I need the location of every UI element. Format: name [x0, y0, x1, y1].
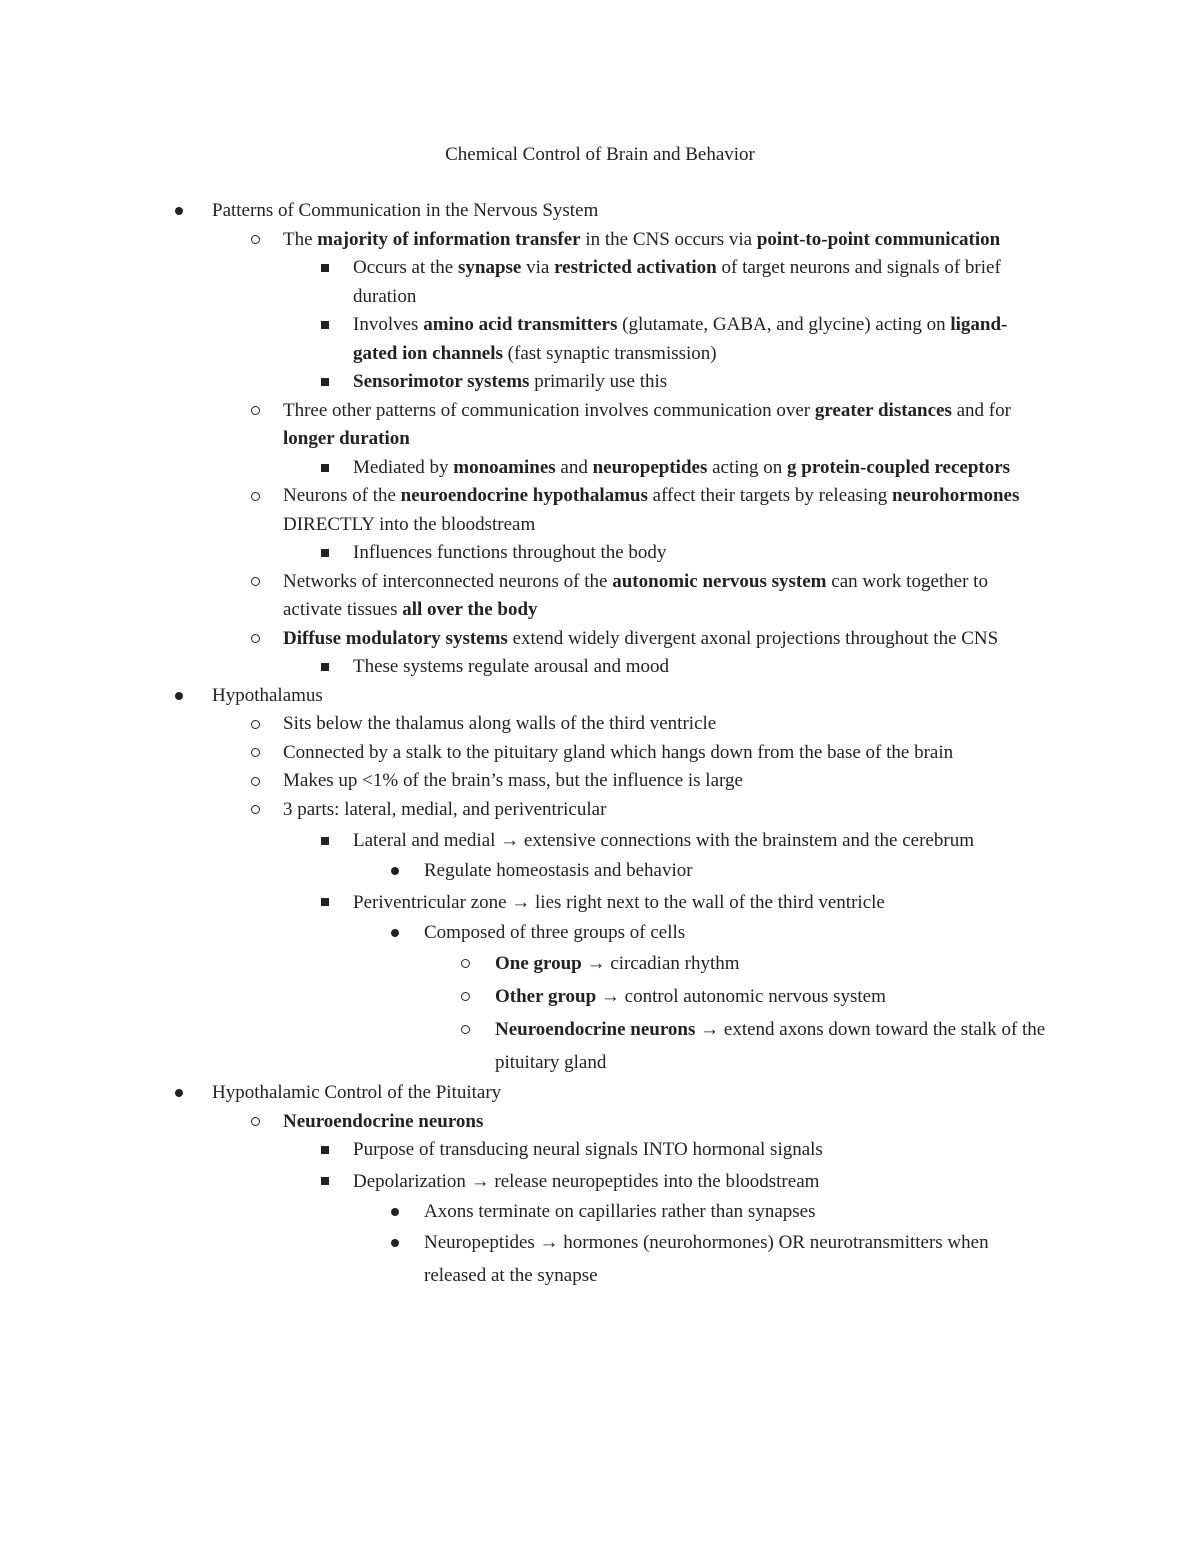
square-bullet-icon: [318, 1165, 332, 1198]
outline-item-text: [353, 254, 1050, 311]
outline-item: [0, 539, 1200, 568]
text-run: Lateral and medial → extensive connections with the brainstem and the cerebrum: [353, 830, 974, 851]
bold-text-run: monoamines: [453, 456, 556, 478]
circle-bullet-icon: [248, 482, 262, 511]
text-run: → circadian rhythm: [581, 953, 740, 974]
text-run: via: [521, 257, 555, 278]
text-run: Hypothalamus: [212, 684, 323, 706]
outline-item: [0, 824, 1200, 857]
bold-text-run: neuroendocrine hypothalamus: [400, 485, 648, 506]
bold-text-run: synapse: [457, 257, 522, 278]
text-run: primarily use this: [529, 371, 668, 392]
text-run: Influences functions throughout the body: [353, 542, 667, 563]
text-run: Neurons of the: [283, 485, 401, 506]
outline-item-text: [495, 1013, 1050, 1079]
outline-item-text: [495, 980, 1050, 1013]
circle-bullet-icon: [248, 796, 262, 825]
outline-item: [0, 482, 1200, 539]
outline-item: [0, 653, 1200, 682]
text-run: can work together to activate tissues: [283, 570, 988, 620]
disc-bullet-icon: [172, 682, 186, 711]
outline-item: [0, 947, 1200, 980]
outline-item: [0, 397, 1200, 454]
square-bullet-icon: [318, 539, 332, 568]
outline-item: [0, 311, 1200, 368]
outline-item-text: [353, 1165, 1050, 1198]
outline-item: [0, 368, 1200, 397]
outline-item-text: [283, 226, 1050, 255]
outline-item: [0, 568, 1200, 625]
outline-item-text: [283, 796, 1050, 825]
text-run: The: [283, 228, 318, 250]
circle-bullet-icon: [458, 947, 472, 980]
text-run: Axons terminate on capillaries rather than synapses: [424, 1200, 816, 1222]
text-run: Patterns of Communication in the Nervous System: [212, 200, 599, 221]
bold-text-run: Neuroendocrine neurons: [495, 1019, 696, 1040]
text-run: in the CNS occurs via: [580, 228, 757, 250]
bold-text-run: greater distances: [814, 399, 952, 421]
outline-item-text: [353, 454, 1050, 483]
outline-item: [0, 1165, 1200, 1198]
text-run: Connected by a stalk to the pituitary gland which hangs down from the base of the brain: [283, 741, 954, 763]
text-run: Mediated by: [353, 456, 454, 478]
outline-item-text: [424, 1198, 1050, 1227]
bold-text-run: restricted activation: [554, 257, 717, 278]
text-run: Three other patterns of communication involves communication over: [283, 399, 815, 421]
bold-text-run: autonomic nervous system: [612, 570, 827, 592]
text-run: Periventricular zone → lies right next to the wall of the third ventricle: [353, 891, 885, 913]
bold-text-run: majority of information transfer: [317, 228, 581, 250]
square-bullet-icon: [318, 653, 332, 682]
text-run: Composed of three groups of cells: [424, 921, 686, 943]
text-run: acting on: [707, 456, 788, 478]
outline-item: [0, 1226, 1200, 1292]
text-run: affect their targets by releasing: [647, 485, 892, 506]
outline-item: [0, 857, 1200, 886]
outline-item: [0, 796, 1200, 825]
circle-bullet-icon: [458, 1013, 472, 1046]
bold-text-run: Neuroendocrine neurons: [283, 1110, 484, 1132]
text-run: Neuropeptides → hormones (neurohormones) OR neurotransmitters when released at the synapse: [424, 1232, 989, 1286]
outline-item: [0, 767, 1200, 796]
outline-item-text: [283, 625, 1050, 654]
bold-text-run: all over the body: [402, 599, 538, 620]
outline-item: [0, 739, 1200, 768]
outline-item: [0, 1136, 1200, 1165]
outline-item-text: [283, 482, 1050, 539]
text-run: → extend axons down toward the stalk of the pituitary gland: [495, 1019, 1046, 1073]
circle-bullet-icon: [248, 739, 262, 768]
circle-bullet-icon: [248, 397, 262, 426]
text-run: DIRECTLY into the bloodstream: [283, 513, 536, 535]
square-bullet-icon: [318, 454, 332, 483]
outline-item-text: [353, 368, 1050, 397]
square-bullet-icon: [318, 254, 332, 283]
text-run: These systems regulate arousal and mood: [353, 656, 670, 677]
text-run: Makes up <1% of the brain’s mass, but the influence is large: [283, 770, 743, 791]
disc-bullet-icon: [172, 1079, 186, 1108]
outline-item: [0, 682, 1200, 711]
circle-bullet-icon: [248, 226, 262, 255]
outline-item-text: [212, 197, 1050, 226]
disc-bullet-icon: [388, 1226, 402, 1259]
square-bullet-icon: [318, 368, 332, 397]
text-run: extend widely divergent axonal projections throughout the CNS: [507, 627, 999, 649]
text-run: Occurs at the: [353, 257, 458, 278]
outline-item-text: [353, 311, 1050, 368]
outline-item-text: [283, 767, 1050, 796]
square-bullet-icon: [318, 1136, 332, 1165]
bold-text-run: point-to-point communication: [756, 228, 1001, 250]
bold-text-run: Diffuse modulatory systems: [283, 627, 508, 649]
outline-item: [0, 226, 1200, 255]
text-run: Depolarization → release neuropeptides into the bloodstream: [353, 1170, 820, 1192]
outline-list: [0, 197, 1200, 1292]
text-run: 3 parts: lateral, medial, and periventricular: [283, 798, 607, 820]
outline-item: [0, 197, 1200, 226]
text-run: and for: [951, 399, 1011, 421]
text-run: of target neurons and signals of brief duration: [353, 257, 1001, 307]
outline-item-text: [283, 710, 1050, 739]
bold-text-run: g protein-coupled receptors: [787, 456, 1011, 478]
circle-bullet-icon: [248, 710, 262, 739]
outline-item-text: [283, 1108, 1050, 1137]
outline-item-text: [212, 1079, 1050, 1108]
bold-text-run: neurohormones: [891, 485, 1020, 506]
outline-item: [0, 1079, 1200, 1108]
outline-item: [0, 710, 1200, 739]
disc-bullet-icon: [172, 197, 186, 226]
circle-bullet-icon: [248, 625, 262, 654]
text-run: Regulate homeostasis and behavior: [424, 860, 693, 881]
outline-item: [0, 980, 1200, 1013]
square-bullet-icon: [318, 824, 332, 857]
circle-bullet-icon: [248, 1108, 262, 1137]
outline-item-text: [353, 539, 1050, 568]
disc-bullet-icon: [388, 919, 402, 948]
text-run: Purpose of transducing neural signals INTO hormonal signals: [353, 1139, 823, 1160]
outline-item: [0, 1013, 1200, 1079]
outline-item-text: [353, 653, 1050, 682]
outline-item-text: [424, 919, 1050, 948]
outline-item: [0, 919, 1200, 948]
bold-text-run: neuropeptides: [592, 456, 708, 478]
outline-item: [0, 1108, 1200, 1137]
outline-item-text: [283, 568, 1050, 625]
outline-item: [0, 1198, 1200, 1227]
circle-bullet-icon: [248, 568, 262, 597]
bold-text-run: Other group: [495, 986, 597, 1007]
outline-item-text: [353, 886, 1050, 919]
bold-text-run: Sensorimotor systems: [353, 371, 530, 392]
text-run: Networks of interconnected neurons of the: [283, 570, 613, 592]
disc-bullet-icon: [388, 857, 402, 886]
text-run: → control autonomic nervous system: [596, 986, 886, 1007]
bold-text-run: One group: [495, 953, 582, 974]
disc-bullet-icon: [388, 1198, 402, 1227]
circle-bullet-icon: [248, 767, 262, 796]
outline-item: [0, 886, 1200, 919]
text-run: Hypothalamic Control of the Pituitary: [212, 1082, 502, 1103]
bold-text-run: amino acid transmitters: [423, 314, 618, 335]
outline-item-text: [283, 739, 1050, 768]
outline-item-text: [495, 947, 1050, 980]
square-bullet-icon: [318, 886, 332, 919]
text-run: (glutamate, GABA, and glycine) acting on: [617, 314, 951, 335]
text-run: and: [555, 456, 593, 478]
bold-text-run: longer duration: [283, 428, 410, 449]
bold-text-run: ligand-gated ion channels: [353, 314, 1008, 364]
outline-item-text: [353, 1136, 1050, 1165]
text-run: (fast synaptic transmission): [502, 342, 717, 364]
outline-item-text: [353, 824, 1050, 857]
outline-item-text: [424, 1226, 1050, 1292]
outline-item-text: [212, 682, 1050, 711]
outline-item-text: [424, 857, 1050, 886]
outline-item: [0, 625, 1200, 654]
outline-item-text: [283, 397, 1050, 454]
square-bullet-icon: [318, 311, 332, 340]
text-run: Sits below the thalamus along walls of the third ventricle: [283, 713, 717, 734]
document-title: Chemical Control of Brain and Behavior: [445, 144, 755, 165]
circle-bullet-icon: [458, 980, 472, 1013]
outline-item: [0, 454, 1200, 483]
text-run: Involves: [353, 314, 424, 335]
outline-item: [0, 254, 1200, 311]
